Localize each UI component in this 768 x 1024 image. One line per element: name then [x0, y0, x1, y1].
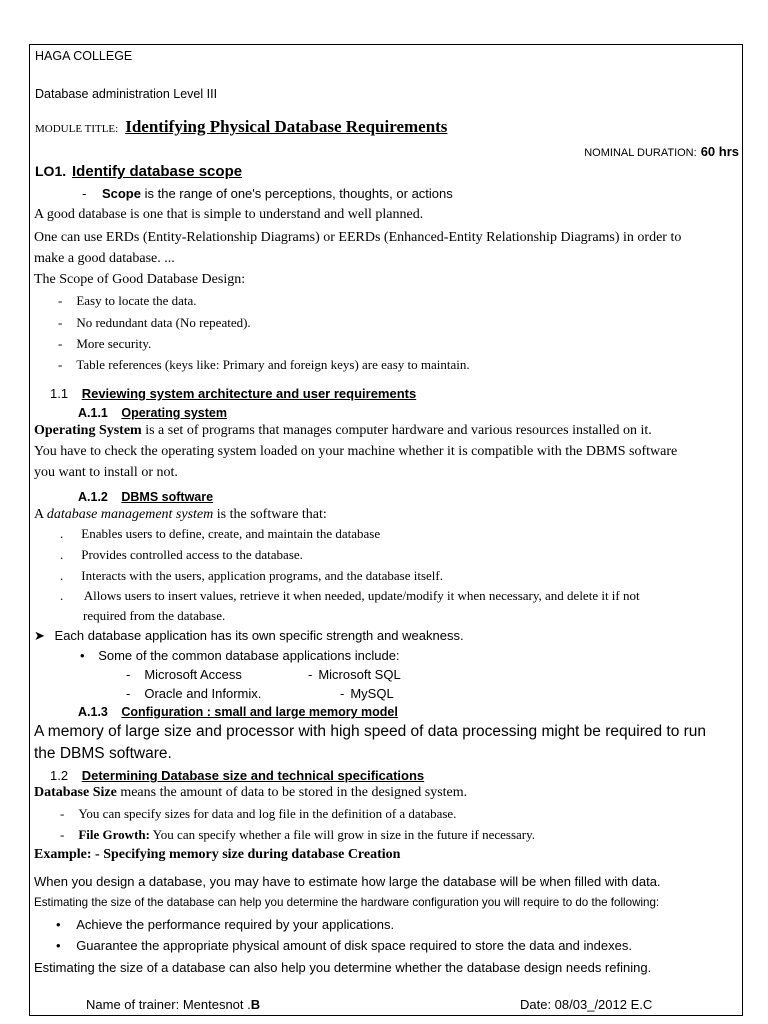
dbms-item: . Provides controlled access to the database. — [60, 547, 303, 562]
hardware-paragraph: Estimating the size of the database can help you determine the hardware configuration you will require to do the following: — [34, 896, 660, 909]
memory-paragraph-line2: the DBMS software. — [34, 745, 172, 762]
document-page — [29, 44, 743, 1016]
list-dash: - — [82, 186, 87, 201]
scope-term: Scope — [101, 186, 141, 201]
section-1-1-heading — [50, 386, 416, 401]
nominal-duration — [584, 143, 739, 161]
section-1-2-heading — [50, 768, 424, 783]
subsection-a113-heading: A.1.3 Configuration : small and large memory model — [78, 705, 398, 719]
lo1-number: LO1. — [35, 163, 67, 179]
os-definition: Operating System is a set of programs that manages computer hardware and various resources installed on it. — [34, 423, 652, 438]
module-title-line — [35, 117, 447, 137]
trainer-name: Name of trainer: Mentesnot .B — [86, 997, 261, 1012]
lo1-title: Identify database scope — [72, 163, 243, 180]
arrow-bullet-icon: ➤ — [34, 628, 45, 643]
memory-paragraph-line1: A memory of large size and processor with high speed of data processing might be required to run — [34, 723, 707, 740]
bullet-icon: • — [56, 917, 61, 932]
bullet-point: • Guarantee the appropriate physical amount of disk space required to store the data and indexes. — [56, 938, 632, 953]
bullet-point: • Achieve the performance required by your applications. — [56, 917, 395, 932]
example-heading: Example: - Specifying memory size during database Creation — [34, 847, 401, 862]
dbms-item-continuation: required from the database. — [83, 608, 226, 623]
dbms-item: . Enables users to define, create, and maintain the database — [60, 526, 381, 541]
erd-paragraph-line1: One can use ERDs (Entity-Relationship Diagrams) or EERDs (Enhanced-Entity Relationship Diagrams) in order to — [34, 230, 682, 245]
document-date: Date: 08/03_/2012 E.C — [520, 997, 653, 1012]
design-paragraph: When you design a database, you may have to estimate how large the database will be when filled with data. — [34, 874, 661, 889]
app-item: - MySQL — [340, 686, 394, 701]
scope-item: - Table references (keys like: Primary and foreign keys) are easy to maintain. — [58, 357, 470, 372]
college-name: HAGA COLLEGE — [35, 49, 133, 63]
section-title: Determining Database size and technical specifications — [81, 768, 425, 783]
scope-heading: The Scope of Good Database Design: — [34, 272, 246, 287]
scope-def: is the range of one's perceptions, thoughts, or actions — [140, 186, 453, 201]
dbms-definition: A database management system is the software that: — [34, 507, 327, 522]
scope-definition — [82, 186, 453, 201]
section-number: 1.1 — [50, 386, 69, 401]
section-title: Reviewing system architecture and user requirements — [81, 386, 417, 401]
subsection-a111-heading: A.1.1 Operating system — [78, 406, 227, 420]
app-item: - Microsoft SQL — [308, 667, 401, 682]
duration-label: NOMINAL DURATION: — [584, 147, 697, 159]
scope-item: - More security. — [58, 336, 152, 351]
erd-paragraph-line2: make a good database. ... — [34, 251, 175, 266]
size-item: - File Growth: You can specify whether a file will grow in size in the future if necessary. — [60, 827, 536, 842]
refining-paragraph: Estimating the size of a database can also help you determine whether the database design needs refining. — [34, 960, 652, 975]
module-title: Identifying Physical Database Requirements — [125, 117, 448, 136]
dbms-item: . Allows users to insert values, retrieve it when needed, update/modify it when necessary, and delete it if not — [60, 588, 640, 603]
scope-item: - No redundant data (No repeated). — [58, 315, 251, 330]
os-paragraph-line1: You have to check the operating system loaded on your machine whether it is compatible with the DBMS software — [34, 444, 678, 459]
app-item: - Oracle and Informix. — [126, 686, 262, 701]
os-paragraph-line2: you want to install or not. — [34, 465, 178, 480]
program-name: Database administration Level III — [35, 87, 218, 101]
bullet-icon: • — [56, 938, 61, 953]
module-label: MODULE TITLE: — [35, 123, 119, 135]
arrow-point: ➤ Each database application has its own specific strength and weakness. — [34, 628, 464, 643]
good-db-paragraph: A good database is one that is simple to understand and well planned. — [34, 207, 424, 222]
scope-item: - Easy to locate the data. — [58, 293, 197, 308]
app-item: - Microsoft Access — [126, 667, 242, 682]
db-size-definition: Database Size means the amount of data to be stored in the designed system. — [34, 785, 468, 800]
bullet-point: • Some of the common database applications include: — [80, 648, 400, 663]
section-number: 1.2 — [50, 768, 69, 783]
subsection-a112-heading: A.1.2 DBMS software — [78, 490, 214, 504]
dbms-item: . Interacts with the users, application programs, and the database itself. — [60, 568, 443, 583]
size-item: - You can specify sizes for data and log file in the definition of a database. — [60, 806, 457, 821]
duration-value: 60 hrs — [700, 144, 739, 159]
bullet-icon: • — [80, 648, 85, 663]
lo1-heading — [35, 163, 242, 180]
